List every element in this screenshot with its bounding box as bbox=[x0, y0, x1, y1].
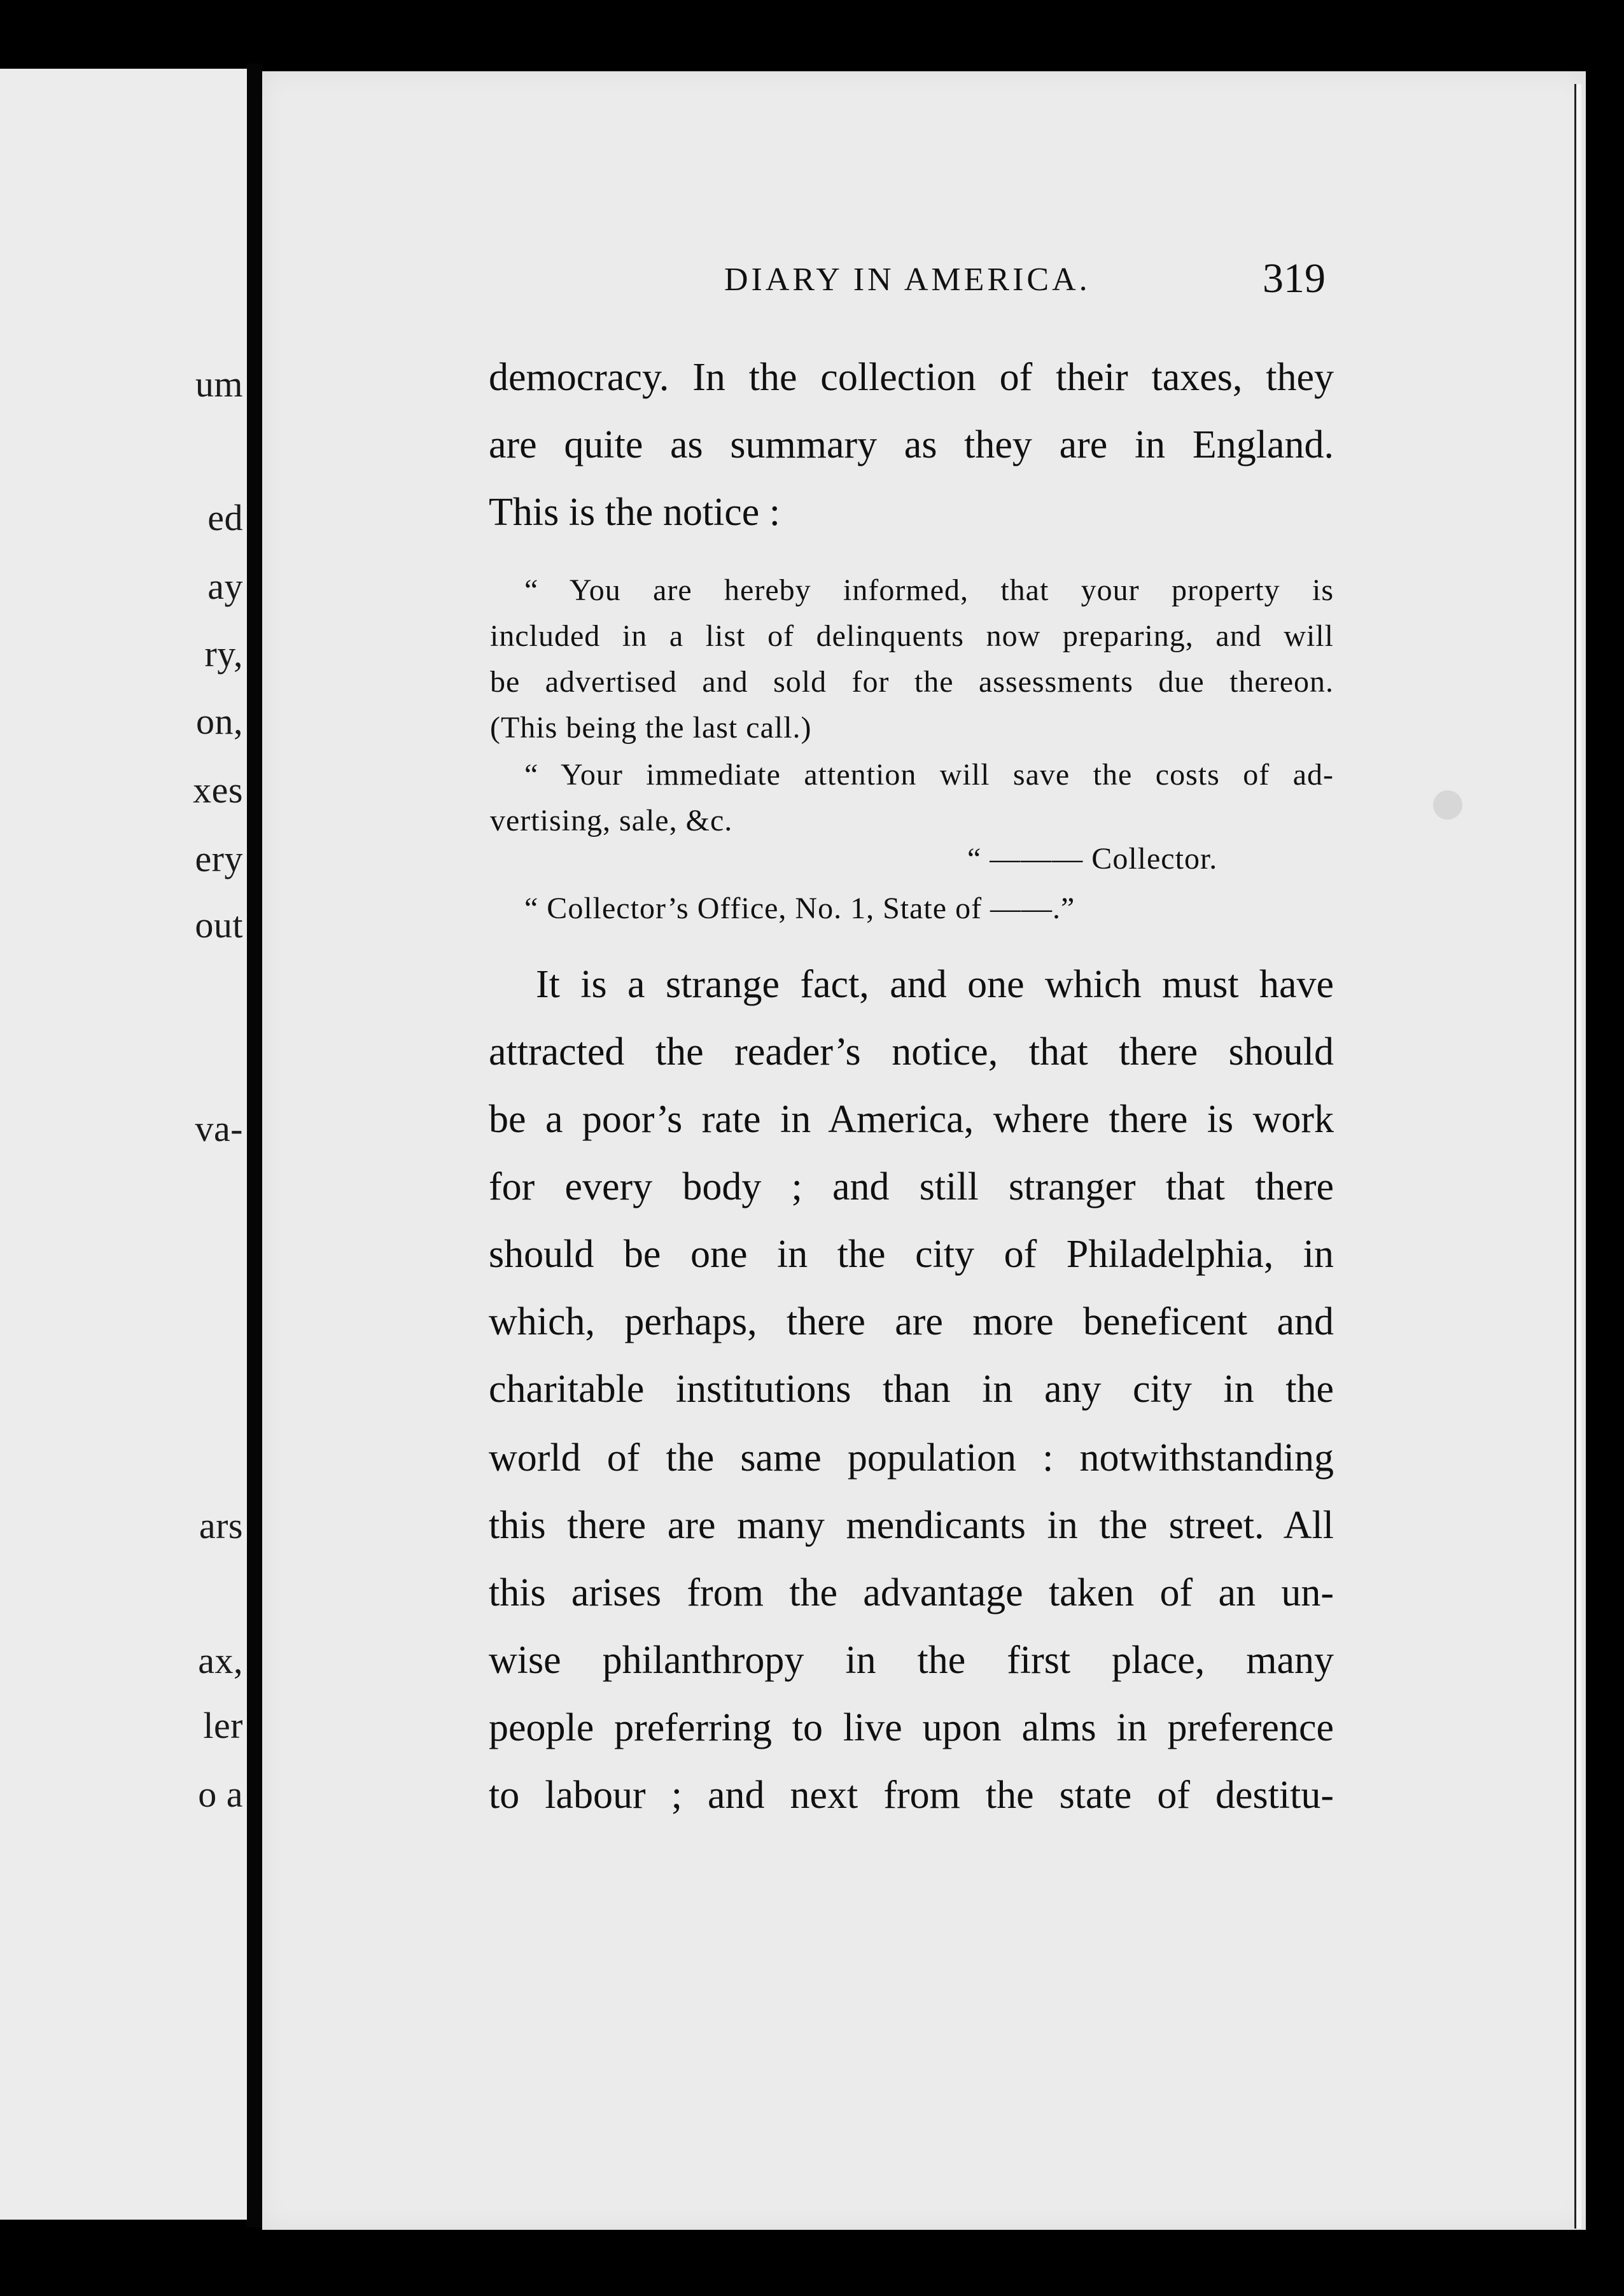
paragraph-line: be a poor’s rate in America, where there is work bbox=[489, 1098, 1334, 1141]
paper-stain bbox=[1433, 790, 1462, 820]
paragraph-line: charitable institutions than in any city in the bbox=[489, 1368, 1334, 1411]
line-fragment: ay bbox=[207, 566, 243, 607]
paragraph-line: democracy. In the collection of their taxes, they bbox=[489, 356, 1334, 399]
running-head: DIARY IN AMERICA. bbox=[724, 262, 1091, 298]
paragraph-line: It is a strange fact, and one which must have bbox=[536, 963, 1334, 1006]
page-edge bbox=[1574, 84, 1581, 2229]
line-fragment: on, bbox=[196, 701, 243, 742]
line-fragment: out bbox=[195, 904, 243, 946]
paragraph-line: people preferring to live upon alms in preference bbox=[489, 1706, 1334, 1749]
paragraph-line: this there are many mendicants in the street. All bbox=[489, 1504, 1334, 1547]
notice-line: (This being the last call.) bbox=[490, 711, 812, 745]
notice-line: included in a list of delinquents now preparing, and will bbox=[490, 619, 1334, 653]
book-gutter bbox=[247, 64, 262, 2227]
line-fragment: o a bbox=[198, 1774, 243, 1815]
paragraph-line: this arises from the advantage taken of an un- bbox=[489, 1571, 1334, 1614]
notice-signature: “ ——— Collector. bbox=[967, 842, 1218, 876]
page-number: 319 bbox=[1263, 255, 1326, 302]
line-fragment: ler bbox=[203, 1705, 243, 1746]
line-fragment: xes bbox=[193, 769, 243, 811]
notice-line: be advertised and sold for the assessments due thereon. bbox=[490, 665, 1334, 699]
paragraph-line: should be one in the city of Philadelphia, in bbox=[489, 1233, 1334, 1276]
notice-line: vertising, sale, &c. bbox=[490, 804, 733, 837]
paragraph-line: to labour ; and next from the state of destitu- bbox=[489, 1774, 1334, 1817]
paragraph-line: This is the notice : bbox=[489, 491, 781, 534]
previous-page bbox=[0, 69, 247, 2220]
paragraph-line: attracted the reader’s notice, that there should bbox=[489, 1030, 1334, 1074]
line-fragment: ery bbox=[195, 838, 243, 879]
line-fragment: va- bbox=[195, 1108, 243, 1149]
paragraph-line: for every body ; and still stranger that there bbox=[489, 1165, 1334, 1208]
line-fragment: ed bbox=[207, 497, 243, 538]
paragraph-line: wise philanthropy in the first place, many bbox=[489, 1639, 1334, 1682]
line-fragment: ry, bbox=[204, 633, 243, 675]
paragraph-line: world of the same population : notwithstanding bbox=[489, 1436, 1334, 1480]
line-fragment: ars bbox=[199, 1505, 243, 1546]
line-fragment: ax, bbox=[198, 1640, 243, 1681]
notice-line: “ You are hereby informed, that your property is bbox=[524, 573, 1334, 607]
notice-office: “ Collector’s Office, No. 1, State of ——.” bbox=[524, 892, 1075, 925]
paragraph-line: which, perhaps, there are more beneficent and bbox=[489, 1300, 1334, 1343]
line-fragment: um bbox=[195, 363, 243, 405]
paragraph-line: are quite as summary as they are in England. bbox=[489, 423, 1334, 466]
notice-line: “ Your immediate attention will save the costs of ad- bbox=[524, 758, 1334, 792]
